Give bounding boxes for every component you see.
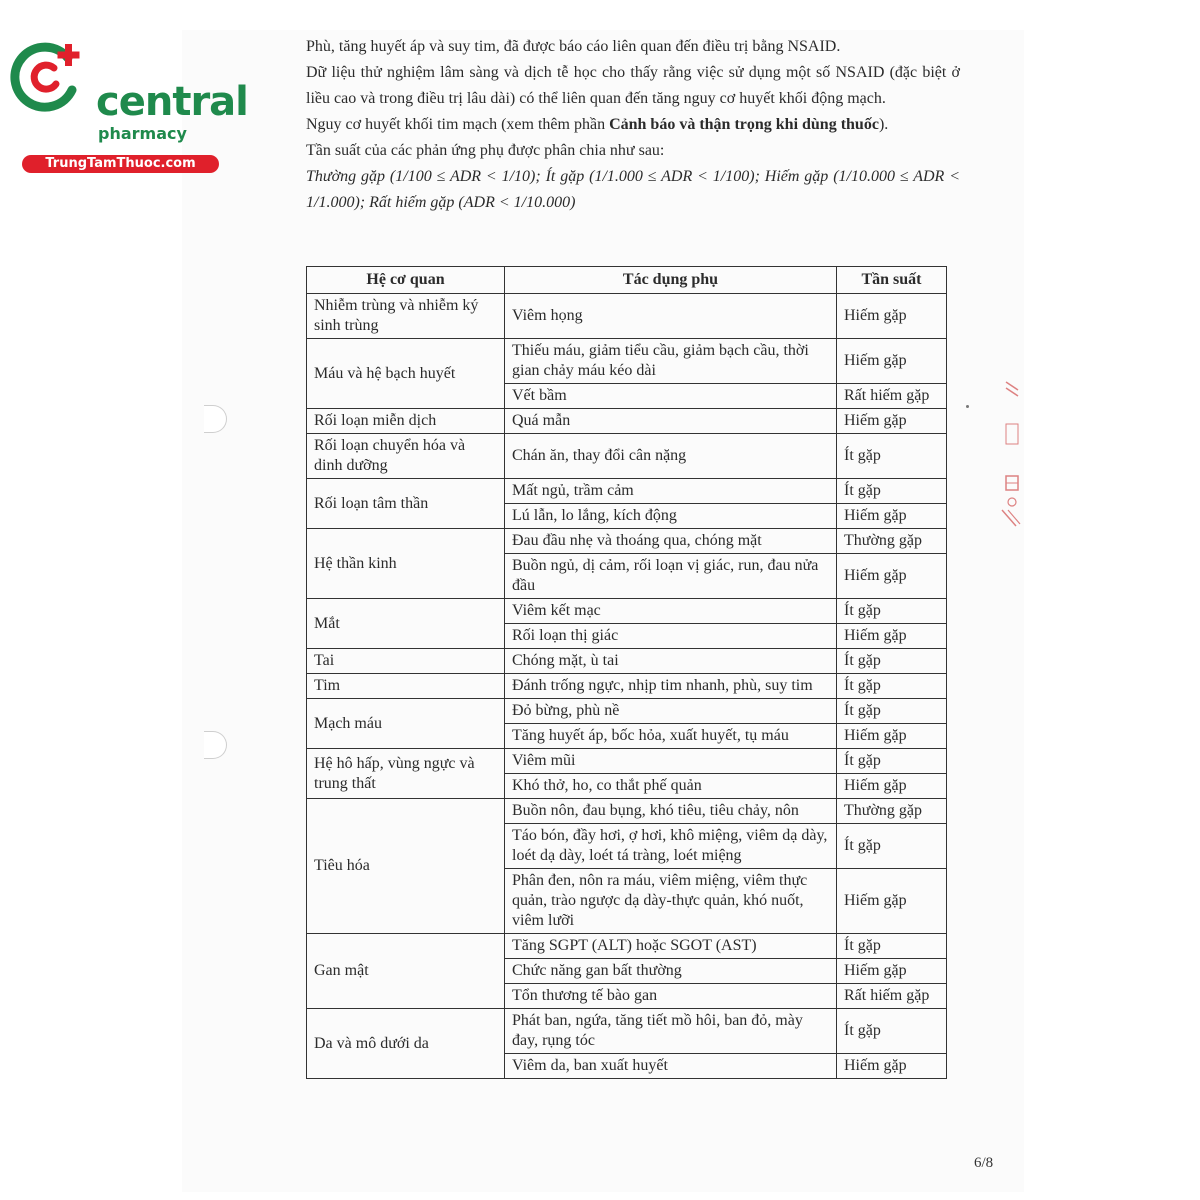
page-number: 6/8 xyxy=(974,1155,994,1171)
p3-suffix: ). xyxy=(878,116,889,133)
organ-system-cell: Mắt xyxy=(307,599,505,649)
frequency-cell: Hiếm gặp xyxy=(837,554,947,599)
organ-system-cell: Rối loạn miễn dịch xyxy=(307,409,505,434)
table-row xyxy=(307,699,947,724)
side-effect-cell: Thiếu máu, giảm tiểu cầu, giảm bạch cầu, thời gian chảy máu kéo dài xyxy=(505,339,837,384)
frequency-cell: Ít gặp xyxy=(837,749,947,774)
side-effect-cell: Viêm mũi xyxy=(505,749,837,774)
table-row xyxy=(307,599,947,624)
intro-paragraph-3 xyxy=(306,112,960,138)
side-effect-cell: Viêm kết mạc xyxy=(505,599,837,624)
side-effect-cell: Đỏ bừng, phù nề xyxy=(505,699,837,724)
table-body xyxy=(307,294,947,1079)
frequency-cell: Thường gặp xyxy=(837,529,947,554)
organ-system-cell: Rối loạn tâm thần xyxy=(307,479,505,529)
table-row xyxy=(307,799,947,824)
table-row xyxy=(307,409,947,434)
frequency-cell: Ít gặp xyxy=(837,434,947,479)
header-frequency: Tần suất xyxy=(837,267,947,294)
side-effect-cell: Tăng huyết áp, bốc hỏa, xuất huyết, tụ máu xyxy=(505,724,837,749)
side-effect-cell: Táo bón, đầy hơi, ợ hơi, khô miệng, viêm dạ dày, loét dạ dày, loét tá tràng, loét miệng xyxy=(505,824,837,869)
organ-system-cell: Hệ hô hấp, vùng ngực và trung thất xyxy=(307,749,505,799)
side-effect-cell: Đau đầu nhẹ và thoáng qua, chóng mặt xyxy=(505,529,837,554)
table-row xyxy=(307,294,947,339)
pharmacy-logo-icon xyxy=(10,38,90,118)
side-effect-cell: Rối loạn thị giác xyxy=(505,624,837,649)
frequency-cell: Hiếm gặp xyxy=(837,724,947,749)
frequency-cell: Hiếm gặp xyxy=(837,869,947,934)
header-effect: Tác dụng phụ xyxy=(505,267,837,294)
side-effect-cell: Viêm họng xyxy=(505,294,837,339)
frequency-cell: Hiếm gặp xyxy=(837,294,947,339)
brand-name: central xyxy=(96,79,248,125)
side-effect-cell: Mất ngủ, trầm cảm xyxy=(505,479,837,504)
header-organ: Hệ cơ quan xyxy=(307,267,505,294)
speck xyxy=(966,405,969,408)
side-effect-cell: Lú lẫn, lo lắng, kích động xyxy=(505,504,837,529)
organ-system-cell: Tim xyxy=(307,674,505,699)
frequency-cell: Hiếm gặp xyxy=(837,409,947,434)
side-effect-cell: Chán ăn, thay đổi cân nặng xyxy=(505,434,837,479)
p3-prefix: Nguy cơ huyết khối tim mạch (xem thêm phần xyxy=(306,116,610,133)
frequency-cell: Ít gặp xyxy=(837,674,947,699)
side-effect-cell: Vết bầm xyxy=(505,384,837,409)
frequency-cell: Hiếm gặp xyxy=(837,1054,947,1079)
table-header-row xyxy=(307,267,947,294)
organ-system-cell: Gan mật xyxy=(307,934,505,1009)
side-effect-cell: Tổn thương tế bào gan xyxy=(505,984,837,1009)
brand-url[interactable]: TrungTamThuoc.com xyxy=(22,155,219,173)
frequency-cell: Ít gặp xyxy=(837,479,947,504)
frequency-cell: Hiếm gặp xyxy=(837,504,947,529)
organ-system-cell: Mạch máu xyxy=(307,699,505,749)
organ-system-cell: Rối loạn chuyển hóa và dinh dưỡng xyxy=(307,434,505,479)
p3-bold-reference: Cảnh báo và thận trọng khi dùng thuốc xyxy=(609,116,879,133)
side-effect-cell: Buồn nôn, đau bụng, khó tiêu, tiêu chảy, nôn xyxy=(505,799,837,824)
side-effect-cell: Quá mẫn xyxy=(505,409,837,434)
frequency-cell: Rất hiếm gặp xyxy=(837,984,947,1009)
side-effect-cell: Khó thở, ho, co thắt phế quản xyxy=(505,774,837,799)
table-row xyxy=(307,1009,947,1054)
table-row xyxy=(307,479,947,504)
side-effect-cell: Tăng SGPT (ALT) hoặc SGOT (AST) xyxy=(505,934,837,959)
intro-paragraph-1: Phù, tăng huyết áp và suy tim, đã được báo cáo liên quan đến điều trị bằng NSAID. xyxy=(306,38,841,55)
frequency-definitions: Thường gặp (1/100 ≤ ADR < 1/10); Ít gặp (1/1.000 ≤ ADR < 1/100); Hiếm gặp (1/10.000 ≤ ADR < 1/1.000); Rất hiếm gặp (ADR < 1/10.000) xyxy=(306,168,960,211)
organ-system-cell: Máu và hệ bạch huyết xyxy=(307,339,505,409)
side-effect-cell: Phát ban, ngứa, tăng tiết mồ hôi, ban đỏ, mày đay, rụng tóc xyxy=(505,1009,837,1054)
side-effect-cell: Chức năng gan bất thường xyxy=(505,959,837,984)
side-effect-cell: Viêm da, ban xuất huyết xyxy=(505,1054,837,1079)
red-stamp-edge xyxy=(1000,380,1026,530)
frequency-cell: Ít gặp xyxy=(837,1009,947,1054)
organ-system-cell: Tiêu hóa xyxy=(307,799,505,934)
side-effect-cell: Chóng mặt, ù tai xyxy=(505,649,837,674)
frequency-cell: Ít gặp xyxy=(837,599,947,624)
table-row xyxy=(307,749,947,774)
table-row xyxy=(307,339,947,384)
table-row xyxy=(307,434,947,479)
frequency-cell: Hiếm gặp xyxy=(837,624,947,649)
frequency-cell: Ít gặp xyxy=(837,824,947,869)
side-effect-cell: Phân đen, nôn ra máu, viêm miệng, viêm thực quản, trào ngược dạ dày-thực quản, khó nuốt, viêm lưỡi xyxy=(505,869,837,934)
organ-system-cell: Nhiễm trùng và nhiễm ký sinh trùng xyxy=(307,294,505,339)
frequency-cell: Hiếm gặp xyxy=(837,959,947,984)
intro-text xyxy=(306,34,960,216)
table-row xyxy=(307,649,947,674)
intro-paragraph-2: Dữ liệu thử nghiệm lâm sàng và dịch tễ học cho thấy rằng việc sử dụng một số NSAID (đặc biệt ở liều cao và trong điều trị lâu dài) có thể liên quan đến tăng nguy cơ huyết khối động mạch. xyxy=(306,64,960,107)
table-row xyxy=(307,934,947,959)
frequency-cell: Hiếm gặp xyxy=(837,774,947,799)
central-pharmacy-logo[interactable] xyxy=(10,38,248,171)
frequency-cell: Rất hiếm gặp xyxy=(837,384,947,409)
organ-system-cell: Hệ thần kinh xyxy=(307,529,505,599)
frequency-cell: Thường gặp xyxy=(837,799,947,824)
adverse-reactions-table xyxy=(306,266,947,1079)
table-row xyxy=(307,529,947,554)
organ-system-cell: Da và mô dưới da xyxy=(307,1009,505,1079)
frequency-cell: Ít gặp xyxy=(837,699,947,724)
frequency-cell: Ít gặp xyxy=(837,934,947,959)
side-effect-cell: Đánh trống ngực, nhịp tim nhanh, phù, suy tim xyxy=(505,674,837,699)
organ-system-cell: Tai xyxy=(307,649,505,674)
table-row xyxy=(307,674,947,699)
side-effect-cell: Buồn ngủ, dị cảm, rối loạn vị giác, run, đau nửa đầu xyxy=(505,554,837,599)
frequency-cell: Hiếm gặp xyxy=(837,339,947,384)
intro-paragraph-4: Tần suất của các phản ứng phụ được phân chia như sau: xyxy=(306,142,665,159)
brand-subtitle: pharmacy xyxy=(98,124,187,143)
frequency-cell: Ít gặp xyxy=(837,649,947,674)
